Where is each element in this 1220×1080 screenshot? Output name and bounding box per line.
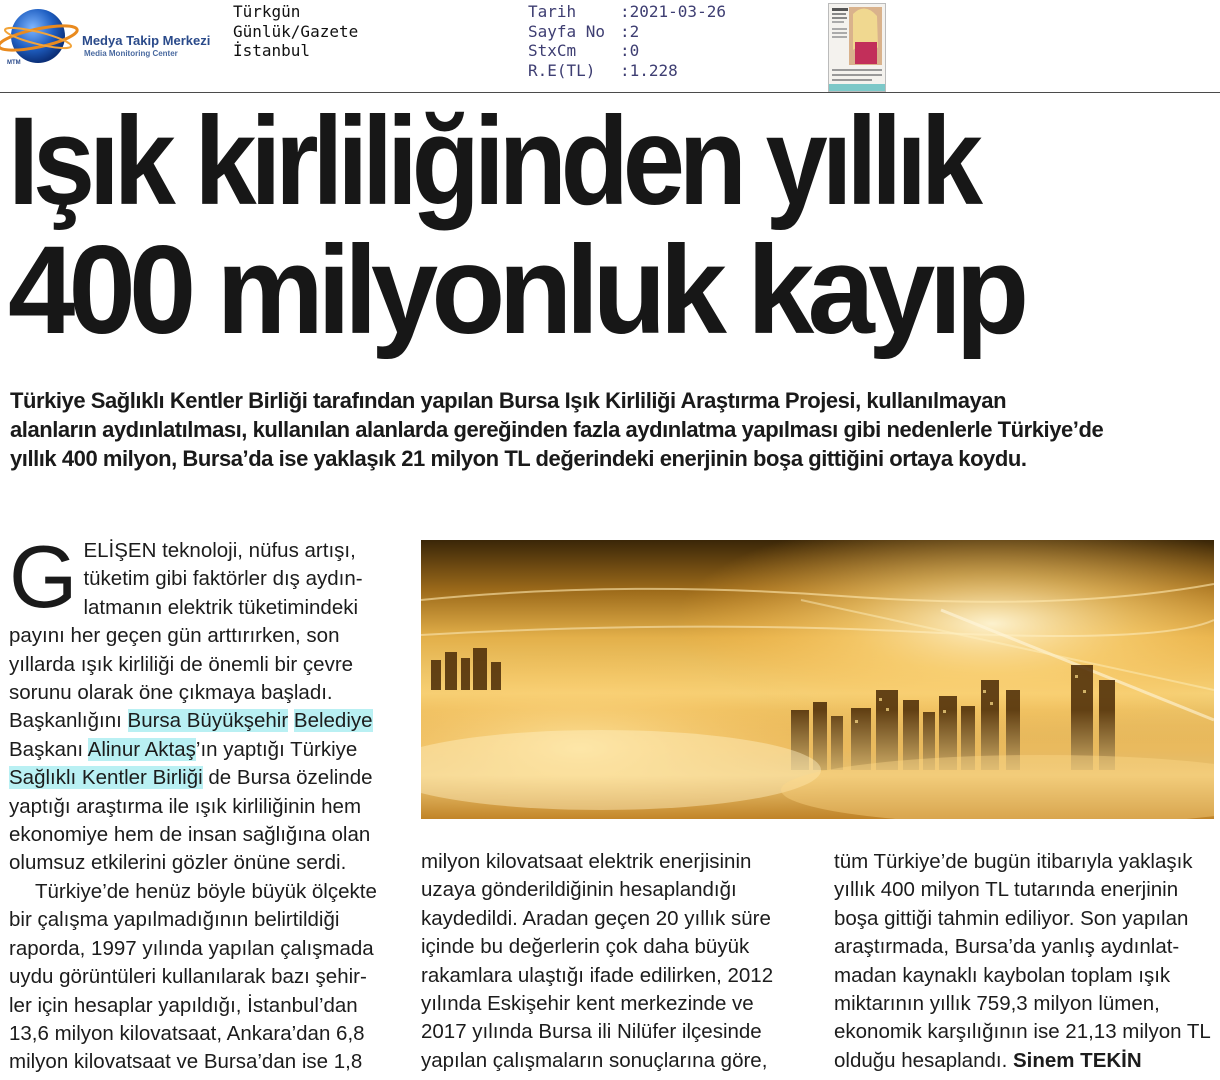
body-line: yaptığı araştırma ile ışık kirliliğinin hem [9,794,362,818]
body-line [834,1047,1214,1075]
body-text: Başkanlığını [9,709,128,733]
body-line: uydu görüntüleri kullanılarak bazı şehir- [9,965,367,989]
body-text: Başkanı [9,737,88,761]
article-headline [8,92,1220,360]
meta-row-date [528,2,726,22]
meta-value: :0 [620,41,640,60]
drop-cap: G [9,527,78,626]
page-thumbnail-icon [829,4,885,91]
article-column-2 [421,848,811,1075]
meta-key: StxCm [528,41,577,60]
article-column-3 [834,848,1214,1075]
logo-title: Medya Takip Merkezi [82,33,211,48]
body-line: ekonomik karşılığının ise 21,13 milyon TL [834,1020,1211,1044]
body-text: ’ın yaptığı Türkiye [195,737,358,761]
clipping-meta [528,2,726,80]
page-thumbnail[interactable] [828,3,886,92]
meta-key: Tarih [528,2,577,21]
body-line [9,736,399,764]
body-line: 13,6 milyon kilovatsaat, Ankara’dan 6,8 [9,1021,365,1045]
body-line: latmanın elektrik tüketimindeki [83,595,359,619]
publication-info [233,2,358,61]
meta-value: :2021-03-26 [620,2,726,21]
meta-value: :2 [620,21,640,41]
meta-key: R.E(TL) [528,60,596,80]
meta-key: Sayfa No [528,21,606,41]
body-line: kaydedildi. Aradan geçen 20 yıllık süre [421,906,771,930]
highlight-bursa-buyuksehir: Bursa Büyükşehir [127,709,289,733]
headline-line: Işık kirliliğinden yıllık [8,92,977,231]
author-name: Sinem TEKİN [1012,1048,1142,1072]
mtm-logo [0,2,230,70]
body-line: yıllık 400 milyon TL tutarında enerjinin [834,878,1179,902]
body-line: yılında Eskişehir kent merkezinde ve [421,992,754,1016]
publication-city: İstanbul [233,41,311,60]
body-text: de Bursa özelinde [202,766,373,790]
meta-row-stxcm [528,41,726,61]
body-line: yapılan çalışmaların sonuçlarına göre, [421,1048,768,1072]
city-lights-photo [421,540,1214,819]
body-line: tüketim gibi faktörler dış aydın- [83,567,363,591]
body-line: olumsuz etkilerini gözler önüne serdi. [9,851,347,875]
body-line: içinde bu değerlerin çok daha büyük [421,935,750,959]
body-line: milyon kilovatsaat elektrik enerjisinin [421,850,752,873]
lead-line: alanların aydınlatılması, kullanılan alanlarda gereğinden fazla aydınlatma yapılması gibi nedenlerle Türkiye’de [10,417,1104,442]
body-line: ELİŞEN teknoloji, nüfus artışı, [83,539,356,562]
body-line: boşa gittiği tahmin ediliyor. Son yapılan [834,906,1189,930]
body-line: ler için hesaplar yapıldığı, İstanbul’dan [9,993,358,1017]
body-line: uzaya gönderildiğinin hesaplandığı [421,878,737,902]
headline-line: 400 milyonluk kayıp [8,221,1023,360]
body-line: bir çalışma yapılmadığının belirtildiği [9,908,340,932]
city-lights-photo-icon [421,540,1214,819]
highlight-alinur-aktas: Alinur Aktaş [87,737,196,761]
logo-subtitle: Media Monitoring Center [84,49,178,58]
body-line [9,764,399,792]
body-line: raporda, 1997 yılında yapılan çalışmada [9,936,374,960]
logo-abbr: MTM [7,60,21,66]
meta-row-page [528,22,726,42]
body-line: ekonomiye hem de insan sağlığına olan [9,823,371,847]
body-line: yıllarda ışık kirliliği de önemli bir çevre [9,652,354,676]
body-line: rakamlara ulaştığı ifade edilirken, 2012 [421,963,774,987]
body-text: olduğu hesaplandı. [834,1048,1013,1072]
body-line: madan kaynaklı kaybolan toplam ışık [834,963,1171,987]
body-line: Türkiye’de henüz böyle büyük ölçekte [35,879,377,903]
body-line [9,707,399,735]
lead-line: Türkiye Sağlıklı Kentler Birliği tarafından yapılan Bursa Işık Kirliliği Araştırma Projesi, kullanılmayan [10,388,1007,413]
highlight-saglikli-kentler: Sağlıklı Kentler Birliği [9,766,203,790]
body-line: 2017 yılında Bursa ili Nilüfer ilçesinde [421,1020,762,1044]
body-line: payını her geçen gün arttırırken, son [9,624,340,648]
highlight-belediye: Belediye [293,709,373,733]
publication-period: Günlük/Gazete [233,21,359,41]
lead-line: yıllık 400 milyon, Bursa’da ise yaklaşık 21 milyon TL değerindeki enerjinin boşa gittiğini ortaya koydu. [10,446,1027,471]
body-line: sorunu olarak öne çıkmaya başladı. [9,681,333,705]
body-line: araştırmada, Bursa’da yanlış aydınlat- [834,935,1180,959]
article-column-1 [9,527,399,1077]
publication-name: Türkgün [233,2,301,21]
body-line: milyon kilovatsaat ve Bursa’dan ise 1,8 [9,1050,363,1074]
body-line: tüm Türkiye’de bugün itibarıyla yaklaşık [834,850,1193,873]
article-lead [10,386,1215,473]
meta-value: :1.228 [620,60,678,80]
meta-row-re [528,61,726,81]
body-line: miktarının yıllık 759,3 milyon lümen, [834,992,1160,1016]
